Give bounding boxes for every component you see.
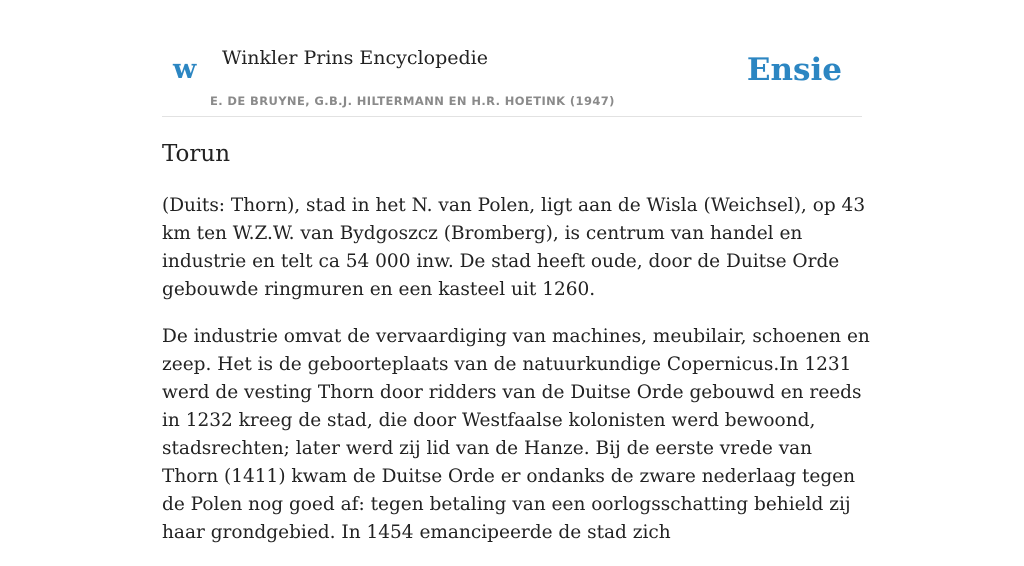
book-authors: E. DE BRUYNE, G.B.J. HILTERMANN EN H.R. HOETINK (1947): [210, 94, 615, 108]
page-header: [162, 0, 862, 117]
article-paragraph: De industrie omvat de vervaardiging van machines, meubilair, schoenen en zeep. Het is de geboorteplaats van de natuurkundige Copernicus.In 1231 werd de vesting Thorn door ridders van de Duitse Orde gebouwd en reeds in 1232 kreeg de stad, die door Westfaalse kolonisten werd bewoond, stadsrechten; later werd zij lid van de Hanze. Bij de eerste vrede van Thorn (1411) kwam de Duitse Orde er ondanks de zware nederlaag tegen de Polen nog goed af: tegen betaling van een oorlogsschatting behield zij haar grondgebied. In 1454 emancipeerde de stad zich: [162, 326, 870, 543]
article-title: Torun: [162, 141, 231, 167]
ensie-logo-link[interactable]: Ensie: [746, 52, 842, 88]
book-logo-icon[interactable]: w: [173, 54, 197, 85]
article-body: [162, 192, 872, 566]
book-title[interactable]: Winkler Prins Encyclopedie: [222, 47, 488, 69]
article-paragraph: (Duits: Thorn), stad in het N. van Polen, ligt aan de Wisla (Weichsel), op 43 km ten W.Z.W. van Bydgoszcz (Bromberg), is centrum van handel en industrie en telt ca 54 000 inw. De stad heeft oude, door de Duitse Orde gebouwde ringmuren en een kasteel uit 1260.: [162, 195, 866, 300]
